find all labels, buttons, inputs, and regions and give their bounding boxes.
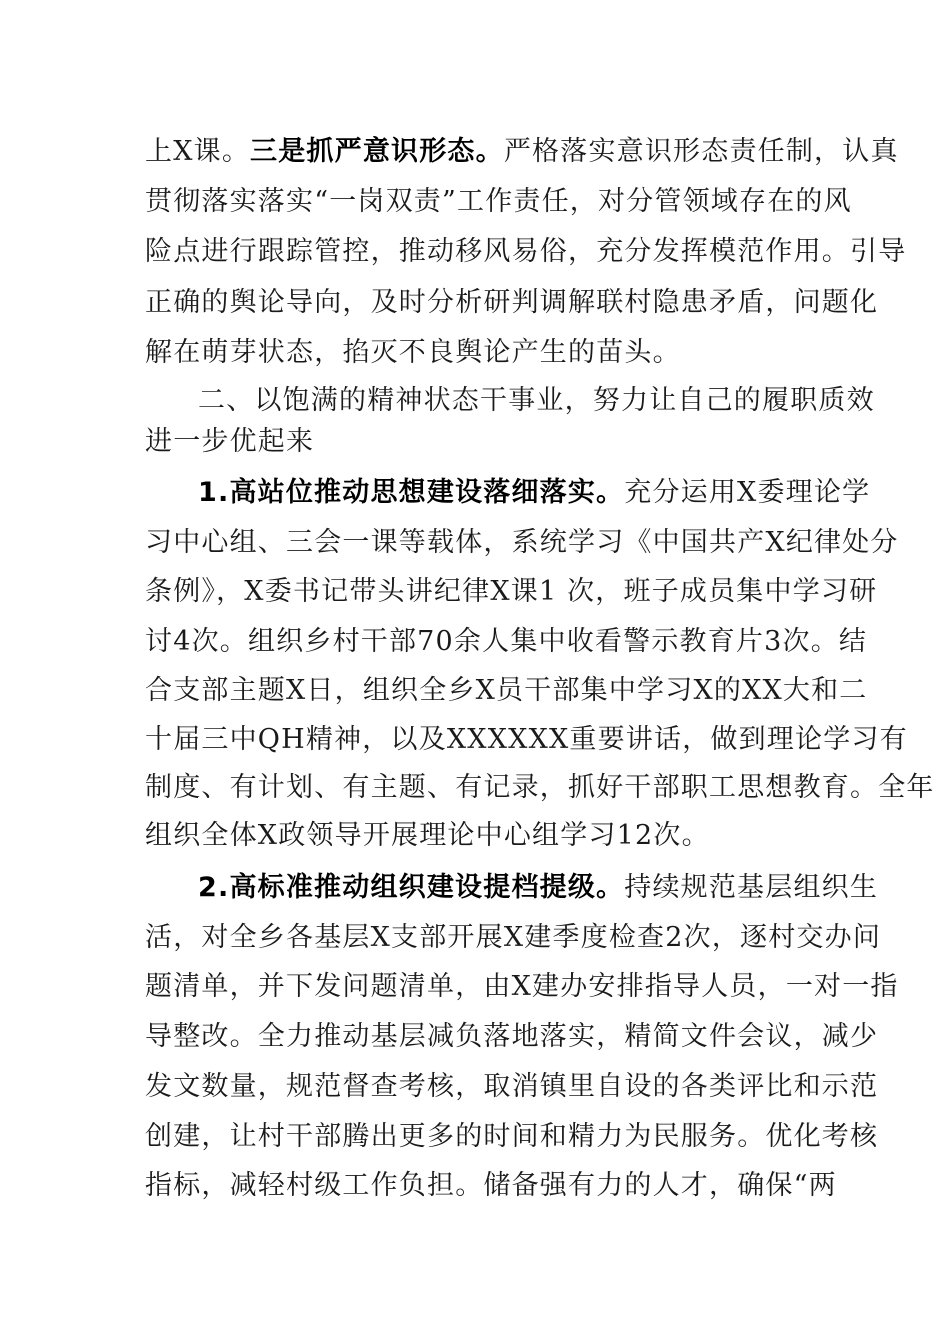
paragraph-line <box>145 820 810 852</box>
paragraph-line <box>145 1021 879 1053</box>
paragraph-line <box>145 971 899 1003</box>
paragraph-line <box>145 1071 879 1103</box>
item-heading: 2.高标准推动组织建设提档提级。 <box>198 872 625 903</box>
paragraph-line <box>145 1170 837 1202</box>
paragraph-line <box>145 1121 879 1153</box>
paragraph-line <box>145 576 878 608</box>
text-run: 讨4次。组织乡村干部70余人集中收看警示教育片3次。结 <box>145 626 868 657</box>
text-run: 活，对全乡各基层X支部开展X建季度检查2次，逐村交办问 <box>145 922 882 953</box>
section-heading-text: 进一步优起来 <box>145 426 315 457</box>
paragraph-line <box>145 675 868 707</box>
text-run: 充分运用X委理论学 <box>624 477 871 508</box>
section-heading-line <box>198 385 875 417</box>
paragraph-line <box>198 477 871 509</box>
section-heading-line <box>145 426 810 458</box>
item-heading: 1.高站位推动思想建设落细落实。 <box>198 477 625 508</box>
text-run: 发文数量，规范督查考核，取消镇里自设的各类评比和示范 <box>145 1071 879 1102</box>
text-run: 险点进行跟踪管控，推动移风易俗，充分发挥模范作用。引导 <box>145 236 907 267</box>
text-run: 十届三中QH精神，以及XXXXXX重要讲话，做到理论学习有 <box>145 724 908 755</box>
paragraph-line <box>145 236 907 268</box>
paragraph-line <box>145 527 899 559</box>
paragraph-line <box>145 337 810 369</box>
paragraph-line <box>145 136 899 168</box>
text-run: 组织全体X政领导开展理论中心组学习12次。 <box>145 820 710 851</box>
section-heading-text: 二、以饱满的精神状态干事业，努力让自己的履职质效 <box>198 385 875 416</box>
text-run: 持续规范基层组织生 <box>624 872 879 903</box>
text-run: 贯彻落实落实“一岗双责”工作责任，对分管领域存在的风 <box>145 186 852 217</box>
paragraph-line <box>145 626 868 658</box>
text-run: 创建，让村干部腾出更多的时间和精力为民服务。优化考核 <box>145 1121 879 1152</box>
text-run: 条例》，X委书记带头讲纪律X课1 次，班子成员集中学习研 <box>145 576 878 607</box>
paragraph-line <box>145 922 882 954</box>
text-run: 解在萌芽状态，掐灭不良舆论产生的苗头。 <box>145 337 681 368</box>
text-run: 正确的舆论导向，及时分析研判调解联村隐患矛盾，问题化 <box>145 287 879 318</box>
inline-heading: 三是抓严意识形态。 <box>250 136 504 167</box>
paragraph-line <box>145 772 935 804</box>
text-run: 题清单，并下发问题清单，由X建办安排指导人员，一对一指 <box>145 971 899 1002</box>
paragraph-line <box>145 186 852 218</box>
paragraph-line <box>145 724 908 756</box>
paragraph-line <box>145 287 879 319</box>
text-run: 上X课。 <box>145 136 251 167</box>
text-run: 习中心组、三会一课等载体，系统学习《中国共产X纪律处分 <box>145 527 899 558</box>
text-run: 指标，减轻村级工作负担。储备强有力的人才，确保“两 <box>145 1170 837 1201</box>
text-run: 合支部主题X日，组织全乡X员干部集中学习X的XX大和二 <box>145 675 868 706</box>
text-run: 制度、有计划、有主题、有记录，抓好干部职工思想教育。全年 <box>145 772 935 803</box>
paragraph-line <box>198 872 879 904</box>
text-run: 严格落实意识形态责任制，认真 <box>503 136 899 167</box>
text-run: 导整改。全力推动基层减负落地落实，精简文件会议，减少 <box>145 1021 879 1052</box>
